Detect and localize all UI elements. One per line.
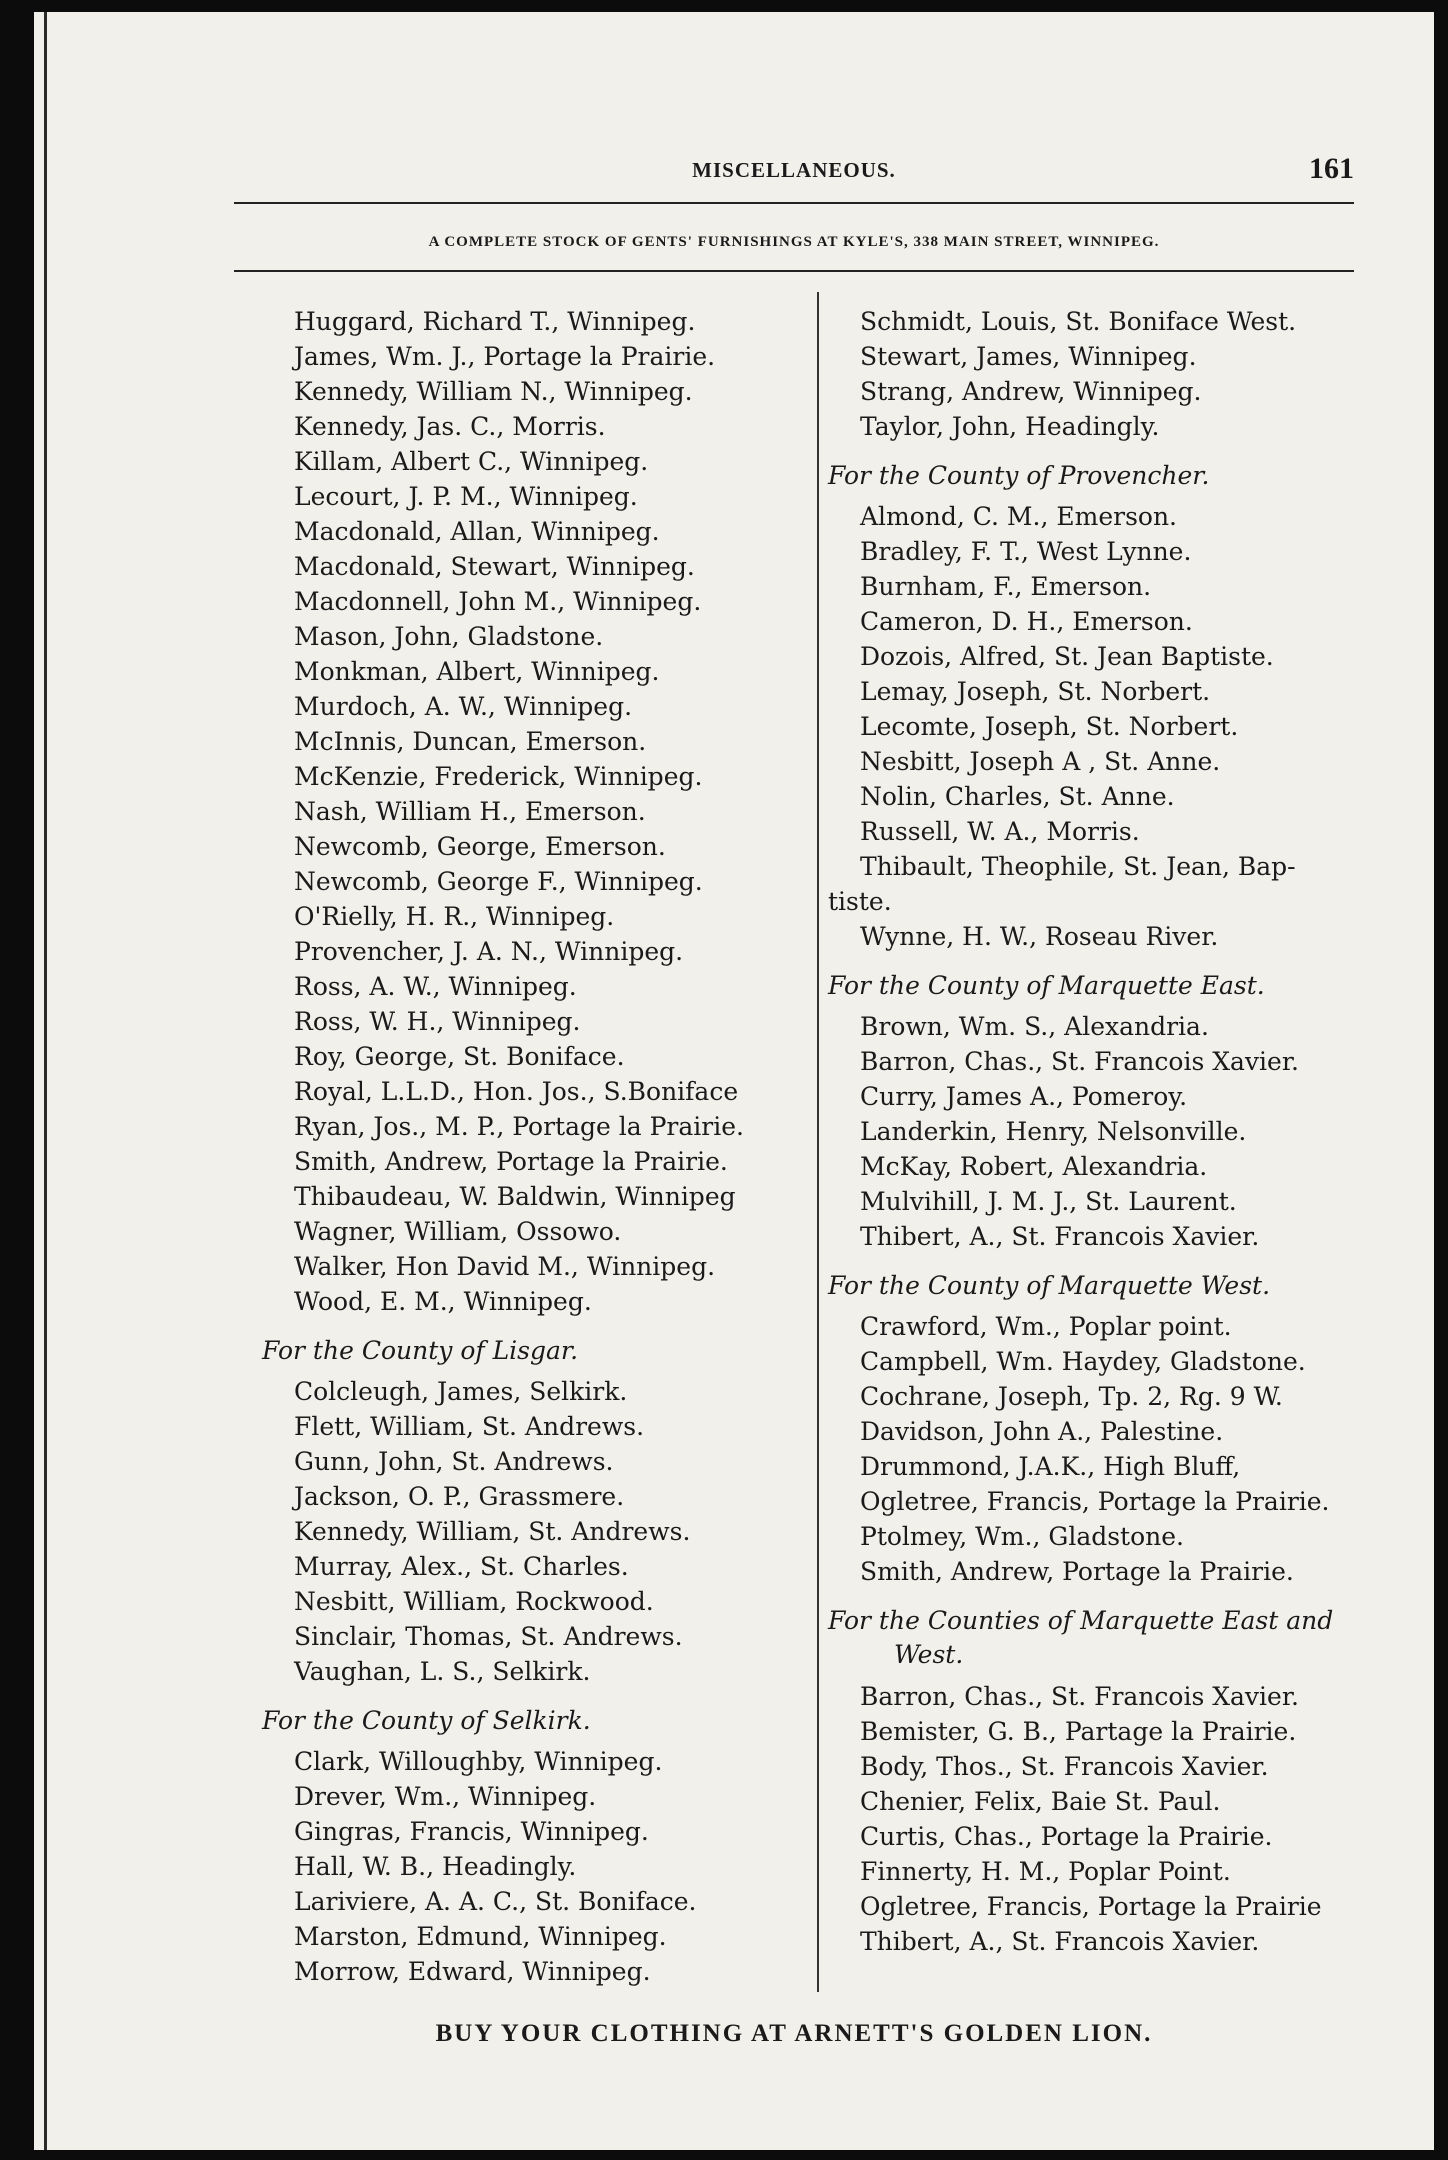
list-item: Smith, Andrew, Portage la Prairie.: [294, 1147, 728, 1176]
list-item: McKenzie, Frederick, Winnipeg.: [294, 762, 703, 791]
advertisement-rule: [234, 270, 1354, 272]
list-a: [228, 304, 788, 1319]
list-item: O'Rielly, H. R., Winnipeg.: [294, 902, 615, 931]
list-item: Chenier, Felix, Baie St. Paul.: [860, 1787, 1221, 1816]
list-lisgar: [228, 1374, 788, 1689]
list-item: Walker, Hon David M., Winnipeg.: [294, 1252, 716, 1281]
list-item: Strang, Andrew, Winnipeg.: [860, 377, 1202, 406]
list-item: Finnerty, H. M., Poplar Point.: [860, 1857, 1231, 1886]
list-item: Ross, W. H., Winnipeg.: [294, 1007, 581, 1036]
list-provencher-b: [794, 919, 1394, 954]
heading-marquette-both-cont: West.: [894, 1640, 964, 1669]
list-right-a: [794, 304, 1394, 444]
heading-marquette-east: For the County of Marquette East.: [828, 971, 1265, 1000]
list-item: Kennedy, William, St. Andrews.: [294, 1517, 691, 1546]
list-item: Nolin, Charles, St. Anne.: [860, 782, 1175, 811]
list-item: Gingras, Francis, Winnipeg.: [294, 1817, 649, 1846]
list-item: Campbell, Wm. Haydey, Gladstone.: [860, 1347, 1306, 1376]
list-item: Ryan, Jos., M. P., Portage la Prairie.: [294, 1112, 744, 1141]
list-item: Stewart, James, Winnipeg.: [860, 342, 1197, 371]
list-item: Curry, James A., Pomeroy.: [860, 1082, 1188, 1111]
list-item: Morrow, Edward, Winnipeg.: [294, 1957, 651, 1986]
list-item: Russell, W. A., Morris.: [860, 817, 1140, 846]
list-item: Monkman, Albert, Winnipeg.: [294, 657, 660, 686]
list-provencher: [794, 499, 1394, 884]
list-item: Smith, Andrew, Portage la Prairie.: [860, 1557, 1294, 1586]
list-item: Gunn, John, St. Andrews.: [294, 1447, 614, 1476]
list-item: Almond, C. M., Emerson.: [860, 502, 1178, 531]
list-item: Murray, Alex., St. Charles.: [294, 1552, 629, 1581]
list-item: Dozois, Alfred, St. Jean Baptiste.: [860, 642, 1274, 671]
list-item: Macdonnell, John M., Winnipeg.: [294, 587, 702, 616]
list-item: Lariviere, A. A. C., St. Boniface.: [294, 1887, 697, 1916]
list-item: Sinclair, Thomas, St. Andrews.: [294, 1622, 683, 1651]
list-item: Crawford, Wm., Poplar point.: [860, 1312, 1232, 1341]
list-item: Jackson, O. P., Grassmere.: [294, 1482, 625, 1511]
header-rule: [234, 202, 1354, 204]
list-item: Ogletree, Francis, Portage la Prairie: [860, 1892, 1322, 1921]
bottom-advertisement: BUY YOUR CLOTHING AT ARNETT'S GOLDEN LION.: [435, 2020, 1153, 2047]
list-item: Thibert, A., St. Francois Xavier.: [860, 1927, 1260, 1956]
list-item: Burnham, F., Emerson.: [860, 572, 1152, 601]
list-item: Curtis, Chas., Portage la Prairie.: [860, 1822, 1273, 1851]
list-marquette-west: [794, 1309, 1394, 1589]
running-title: MISCELLANEOUS.: [692, 158, 896, 182]
list-item: Thibaudeau, W. Baldwin, Winnipeg: [294, 1182, 736, 1211]
list-item: Barron, Chas., St. Francois Xavier.: [860, 1047, 1299, 1076]
list-item: Colcleugh, James, Selkirk.: [294, 1377, 628, 1406]
list-item: Newcomb, George, Emerson.: [294, 832, 666, 861]
list-item: Royal, L.L.D., Hon. Jos., S.Boniface: [294, 1077, 739, 1106]
top-advertisement: A COMPLETE STOCK OF GENTS' FURNISHINGS AT KYLE'S, 338 MAIN STREET, WINNIPEG.: [428, 234, 1160, 250]
heading-marquette-west: For the County of Marquette West.: [828, 1271, 1271, 1300]
list-item: Clark, Willoughby, Winnipeg.: [294, 1747, 663, 1776]
list-item: Kennedy, William N., Winnipeg.: [294, 377, 693, 406]
list-item: Landerkin, Henry, Nelsonville.: [860, 1117, 1247, 1146]
binding-edge: [44, 12, 47, 2150]
list-item: Drever, Wm., Winnipeg.: [294, 1782, 597, 1811]
list-item: Drummond, J.A.K., High Bluff,: [860, 1452, 1241, 1481]
list-item: Nesbitt, William, Rockwood.: [294, 1587, 654, 1616]
list-item: Wood, E. M., Winnipeg.: [294, 1287, 592, 1316]
list-item: Nash, William H., Emerson.: [294, 797, 646, 826]
list-item: Flett, William, St. Andrews.: [294, 1412, 645, 1441]
list-item: Hall, W. B., Headingly.: [294, 1852, 577, 1881]
list-item: Ogletree, Francis, Portage la Prairie.: [860, 1487, 1330, 1516]
left-column: [228, 304, 788, 1989]
page-header: [234, 152, 1354, 192]
heading-provencher: For the County of Provencher.: [828, 461, 1210, 490]
heading-lisgar: For the County of Lisgar.: [262, 1336, 579, 1365]
list-item: Lecomte, Joseph, St. Norbert.: [860, 712, 1239, 741]
list-item: Nesbitt, Joseph A , St. Anne.: [860, 747, 1221, 776]
list-item: Mulvihill, J. M. J., St. Laurent.: [860, 1187, 1237, 1216]
page-number: 161: [1309, 152, 1354, 185]
list-item: Taylor, John, Headingly.: [860, 412, 1160, 441]
list-item: Huggard, Richard T., Winnipeg.: [294, 307, 696, 336]
list-item: Bemister, G. B., Partage la Prairie.: [860, 1717, 1297, 1746]
list-item: Vaughan, L. S., Selkirk.: [294, 1657, 591, 1686]
document-page: [34, 12, 1434, 2150]
heading-marquette-both: For the Counties of Marquette East and: [828, 1606, 1334, 1635]
right-column: [794, 304, 1394, 1959]
list-item: Lemay, Joseph, St. Norbert.: [860, 677, 1211, 706]
list-item: Provencher, J. A. N., Winnipeg.: [294, 937, 684, 966]
list-item: Cochrane, Joseph, Tp. 2, Rg. 9 W.: [860, 1382, 1283, 1411]
list-item: Barron, Chas., St. Francois Xavier.: [860, 1682, 1299, 1711]
list-item: Ross, A. W., Winnipeg.: [294, 972, 577, 1001]
list-marquette-both: [794, 1679, 1394, 1959]
list-item: Lecourt, J. P. M., Winnipeg.: [294, 482, 638, 511]
list-item: McKay, Robert, Alexandria.: [860, 1152, 1208, 1181]
list-item: Murdoch, A. W., Winnipeg.: [294, 692, 633, 721]
heading-selkirk: For the County of Selkirk.: [262, 1706, 591, 1735]
list-item: Ptolmey, Wm., Gladstone.: [860, 1522, 1184, 1551]
list-item-continuation: tiste.: [828, 887, 892, 916]
list-item: Thibault, Theophile, St. Jean, Bap-: [860, 852, 1296, 881]
list-item: Roy, George, St. Boniface.: [294, 1042, 625, 1071]
list-item: Brown, Wm. S., Alexandria.: [860, 1012, 1209, 1041]
list-selkirk: [228, 1744, 788, 1989]
list-item: Mason, John, Gladstone.: [294, 622, 604, 651]
list-item: Davidson, John A., Palestine.: [860, 1417, 1224, 1446]
list-marquette-east: [794, 1009, 1394, 1254]
list-item: Newcomb, George F., Winnipeg.: [294, 867, 703, 896]
list-item: Macdonald, Stewart, Winnipeg.: [294, 552, 695, 581]
list-item: Cameron, D. H., Emerson.: [860, 607, 1193, 636]
list-item: Thibert, A., St. Francois Xavier.: [860, 1222, 1260, 1251]
list-item: Schmidt, Louis, St. Boniface West.: [860, 307, 1297, 336]
list-item: James, Wm. J., Portage la Prairie.: [294, 342, 716, 371]
list-item: McInnis, Duncan, Emerson.: [294, 727, 647, 756]
list-item: Marston, Edmund, Winnipeg.: [294, 1922, 667, 1951]
list-item: Wagner, William, Ossowo.: [294, 1217, 622, 1246]
list-item: Kennedy, Jas. C., Morris.: [294, 412, 606, 441]
list-item: Macdonald, Allan, Winnipeg.: [294, 517, 660, 546]
list-item: Killam, Albert C., Winnipeg.: [294, 447, 649, 476]
list-item: Bradley, F. T., West Lynne.: [860, 537, 1192, 566]
list-item: Wynne, H. W., Roseau River.: [860, 922, 1219, 951]
list-item: Body, Thos., St. Francois Xavier.: [860, 1752, 1269, 1781]
